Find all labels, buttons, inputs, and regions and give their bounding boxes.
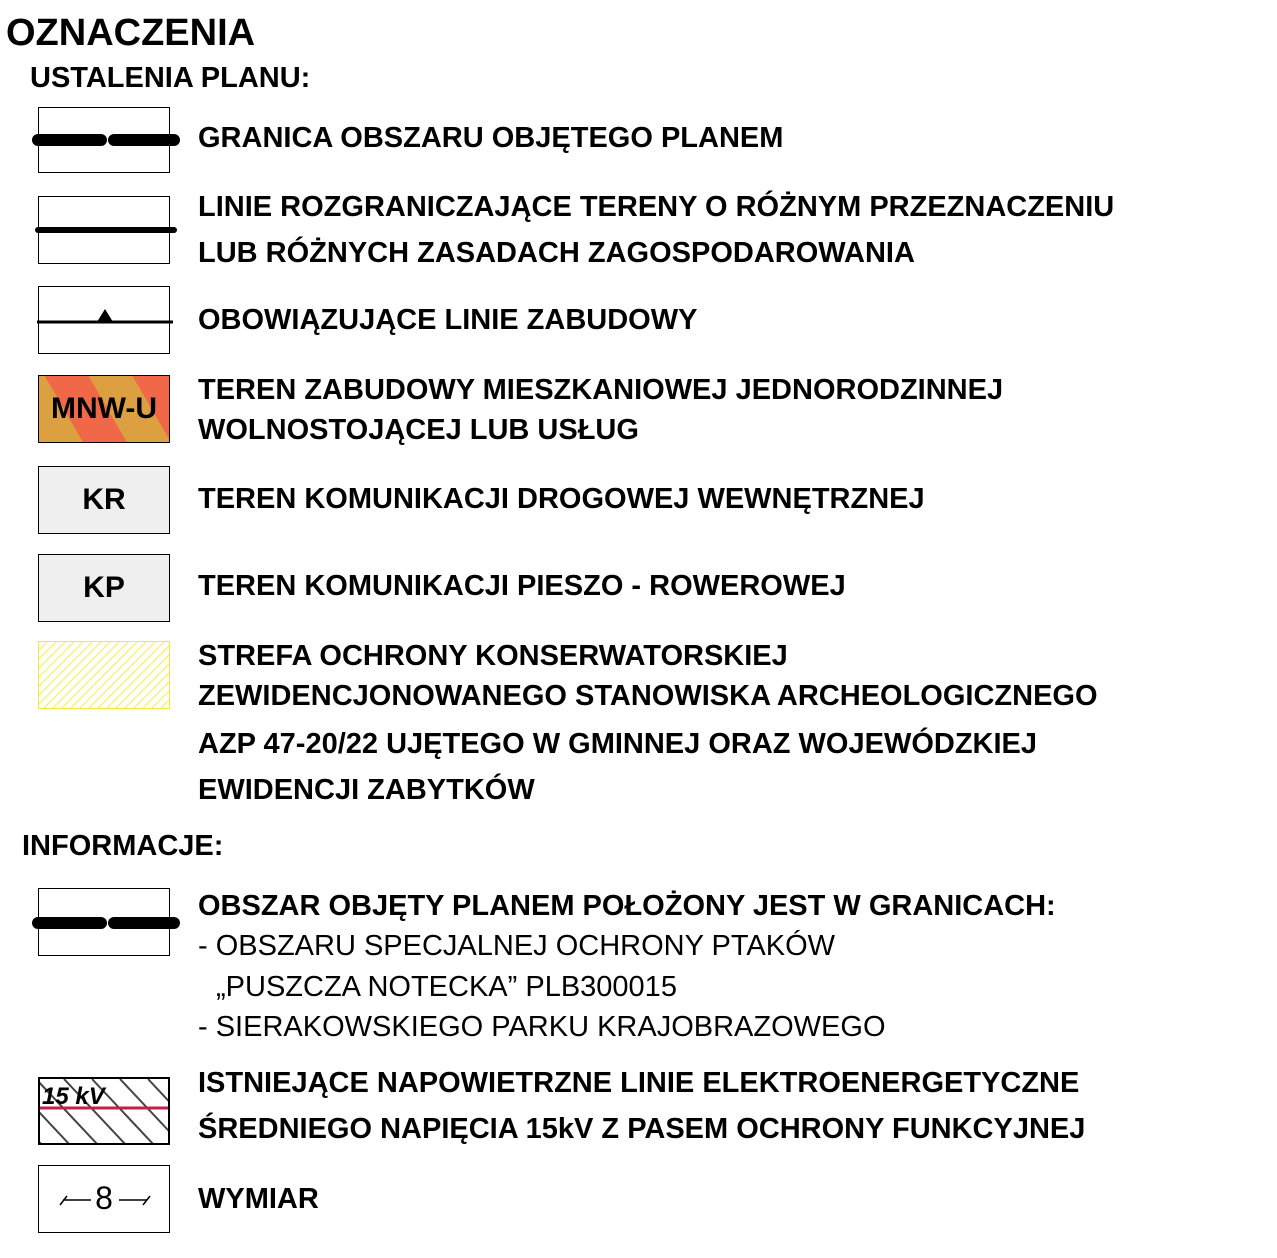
archaeological-zone-symbol (38, 641, 170, 709)
dashed-boundary-icon (39, 889, 171, 957)
hatch-line (94, 642, 164, 709)
demarcation-line-symbol (38, 196, 170, 264)
zone-code: KP (83, 571, 125, 604)
legend-title: OZNACZENIA (6, 12, 256, 54)
plan-section-heading: USTALENIA PLANU: (30, 62, 311, 94)
dashed-boundary-icon (39, 108, 171, 174)
kp-zone-symbol (38, 554, 170, 622)
info-section-heading: INFORMACJE: (22, 830, 224, 862)
triangle-line-icon (39, 287, 171, 355)
dimension-symbol (38, 1165, 170, 1233)
legend-label-archaeological-zone: STREFA OCHRONY KONSERWATORSKIEJ ZEWIDENCJONOWANEGO STANOWISKA ARCHEOLOGICZNEGO AZP 47-20/22 UJĘTEGO W GMINNEJ ORAZ WOJEWÓDZKIEJ EWIDENCJI ZABYTKÓW (198, 640, 1098, 806)
solid-line-icon (39, 197, 171, 265)
legend-label-building-line: OBOWIĄZUJĄCE LINIE ZABUDOWY (198, 304, 698, 336)
legend-label-mnw-u: TEREN ZABUDOWY MIESZKANIOWEJ JEDNORODZINNEJ WOLNOSTOJĄCEJ LUB USŁUG (198, 374, 1004, 446)
building-line-symbol (38, 286, 170, 354)
legend-label-demarcation: LINIE ROZGRANICZAJĄCE TERENY O RÓŻNYM PRZEZNACZENIU LUB RÓŻNYCH ZASADACH ZAGOSPODAROWANIA (198, 191, 1115, 269)
power-line-symbol (38, 1077, 170, 1145)
hatch-line (67, 642, 137, 709)
info-boundary-symbol (38, 888, 170, 956)
legend-label-kr: TEREN KOMUNIKACJI DROGOWEJ WEWNĘTRZNEJ (198, 483, 925, 515)
legend-label-power-line: ISTNIEJĄCE NAPOWIETRZNE LINIE ELEKTROENERGETYCZNE ŚREDNIEGO NAPIĘCIA 15kV Z PASEM OCHRONY FUNKCYJNEJ (198, 1067, 1086, 1145)
legend-label-dimension: WYMIAR (198, 1183, 319, 1215)
legend-label-info-boundary: OBSZAR OBJĘTY PLANEM POŁOŻONY JEST W GRANICACH: - OBSZARU SPECJALNEJ OCHRONY PTAKÓW „PUSZCZA NOTECKA” PLB300015 - SIERAKOWSKIEGO PARKU KRAJOBRAZOWEGO (198, 890, 1056, 1043)
hatch-line (38, 642, 65, 709)
zone-code: KR (82, 483, 126, 516)
mnw-u-zone-symbol (38, 375, 170, 443)
hatch-line (49, 642, 119, 709)
hatch-line (38, 642, 101, 709)
legend-label-kp: TEREN KOMUNIKACJI PIESZO - ROWEROWEJ (198, 570, 846, 602)
legend-label-boundary: GRANICA OBSZARU OBJĘTEGO PLANEM (198, 122, 784, 154)
hatch-line (85, 642, 155, 709)
hatch-line (58, 642, 128, 709)
yellow-hatch-icon (39, 642, 170, 709)
zone-code: MNW-U (50, 392, 158, 425)
boundary-line-symbol (38, 107, 170, 173)
hatch-line (40, 642, 110, 709)
voltage-label: 15 kV (42, 1083, 105, 1110)
kr-zone-symbol (38, 466, 170, 534)
dimension-value: 8 (95, 1180, 113, 1216)
hatch-line (76, 642, 146, 709)
